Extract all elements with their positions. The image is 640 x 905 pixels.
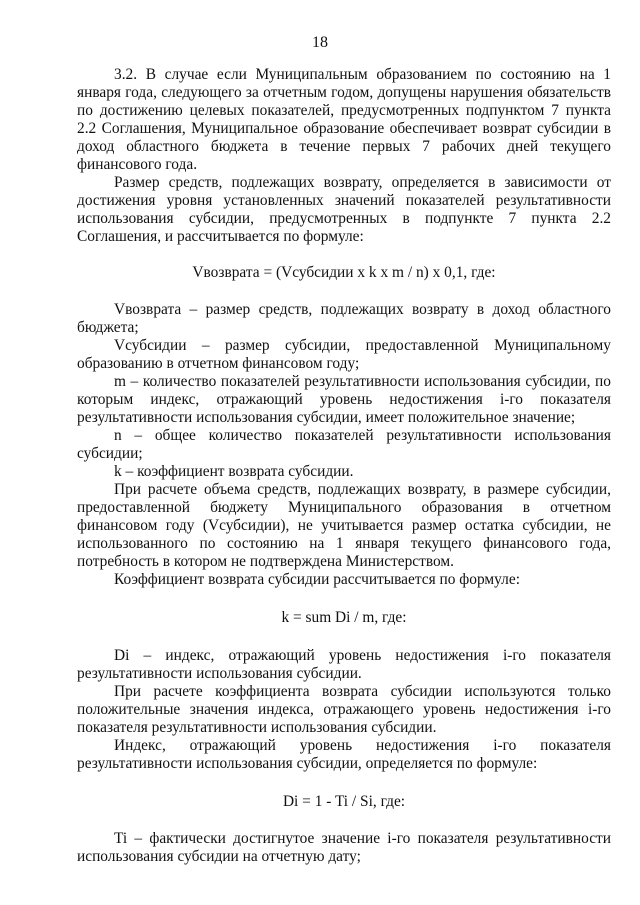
definition-n: n – общее количество показателей результативности использования субсидии; — [77, 427, 611, 462]
definition-k: k – коэффициент возврата субсидии. — [114, 463, 354, 480]
paragraph-positive-values: При расчете коэффициента возврата субсидии используются только положительные значения индекса, отражающего уровень недостижения i-го показателя результативности использования субсидии. — [77, 683, 611, 736]
definition-m: m – количество показателей результативности использования субсидии, по которым индекс, отражающий уровень недостижения i-го показателя результативности использования субсидии, имеет положительное значение; — [77, 373, 611, 426]
definition-ti: Ti – фактически достигнутое значение i-го показателя результативности использования субсидии на отчетную дату; — [77, 830, 611, 865]
paragraph-calculation-note: При расчете объема средств, подлежащих возврату, в размере субсидии, предоставленной бюджету Муниципального образования в отчетном финансовом году (Vсубсидии), не учитывается размер остатка субсидии, не использованного по состоянию на 1 января текущего финансового года, потребность в котором не подтверждена Министерством. — [77, 481, 611, 570]
page-number: 18 — [312, 34, 328, 51]
formula-index: Di = 1 - Ti / Si, где: — [282, 793, 406, 810]
definition-v-refund: Vвозврата – размер средств, подлежащих возврату в доход областного бюджета; — [77, 301, 611, 336]
paragraph-coefficient-intro: Коэффициент возврата субсидии рассчитывается по формуле: — [114, 571, 520, 588]
paragraph-index-intro: Индекс, отражающий уровень недостижения i-го показателя результативности использования субсидии, определяется по формуле: — [77, 737, 611, 772]
paragraph-3-2: 3.2. В случае если Муниципальным образованием по состоянию на 1 января года, следующего за отчетным годом, допущены нарушения обязательств по достижению целевых показателей, предусмотренных подпунктом 7 пункта 2.2 Соглашения, Муниципальное образование обеспечивает возврат субсидии в доход областного бюджета в течение первых 7 рабочих дней текущего финансового года. — [77, 66, 611, 173]
definition-di: Di – индекс, отражающий уровень недостижения i-го показателя результативности использования субсидии. — [77, 647, 611, 682]
formula-refund: Vвозврата = (Vсубсидии х k х m / n) х 0,1, где: — [192, 264, 496, 281]
formula-coefficient: k = sum Di / m, где: — [281, 609, 407, 626]
paragraph-refund-size: Размер средств, подлежащих возврату, определяется в зависимости от достижения уровня установленных значений показателей результативности использования субсидии, предусмотренных в подпункте 7 пункта 2.2 Соглашения, и рассчитывается по формуле: — [77, 174, 611, 245]
document-body — [77, 66, 611, 866]
definition-v-subsidy: Vсубсидии – размер субсидии, предоставленной Муниципальному образованию в отчетном финансовом году; — [77, 337, 611, 372]
